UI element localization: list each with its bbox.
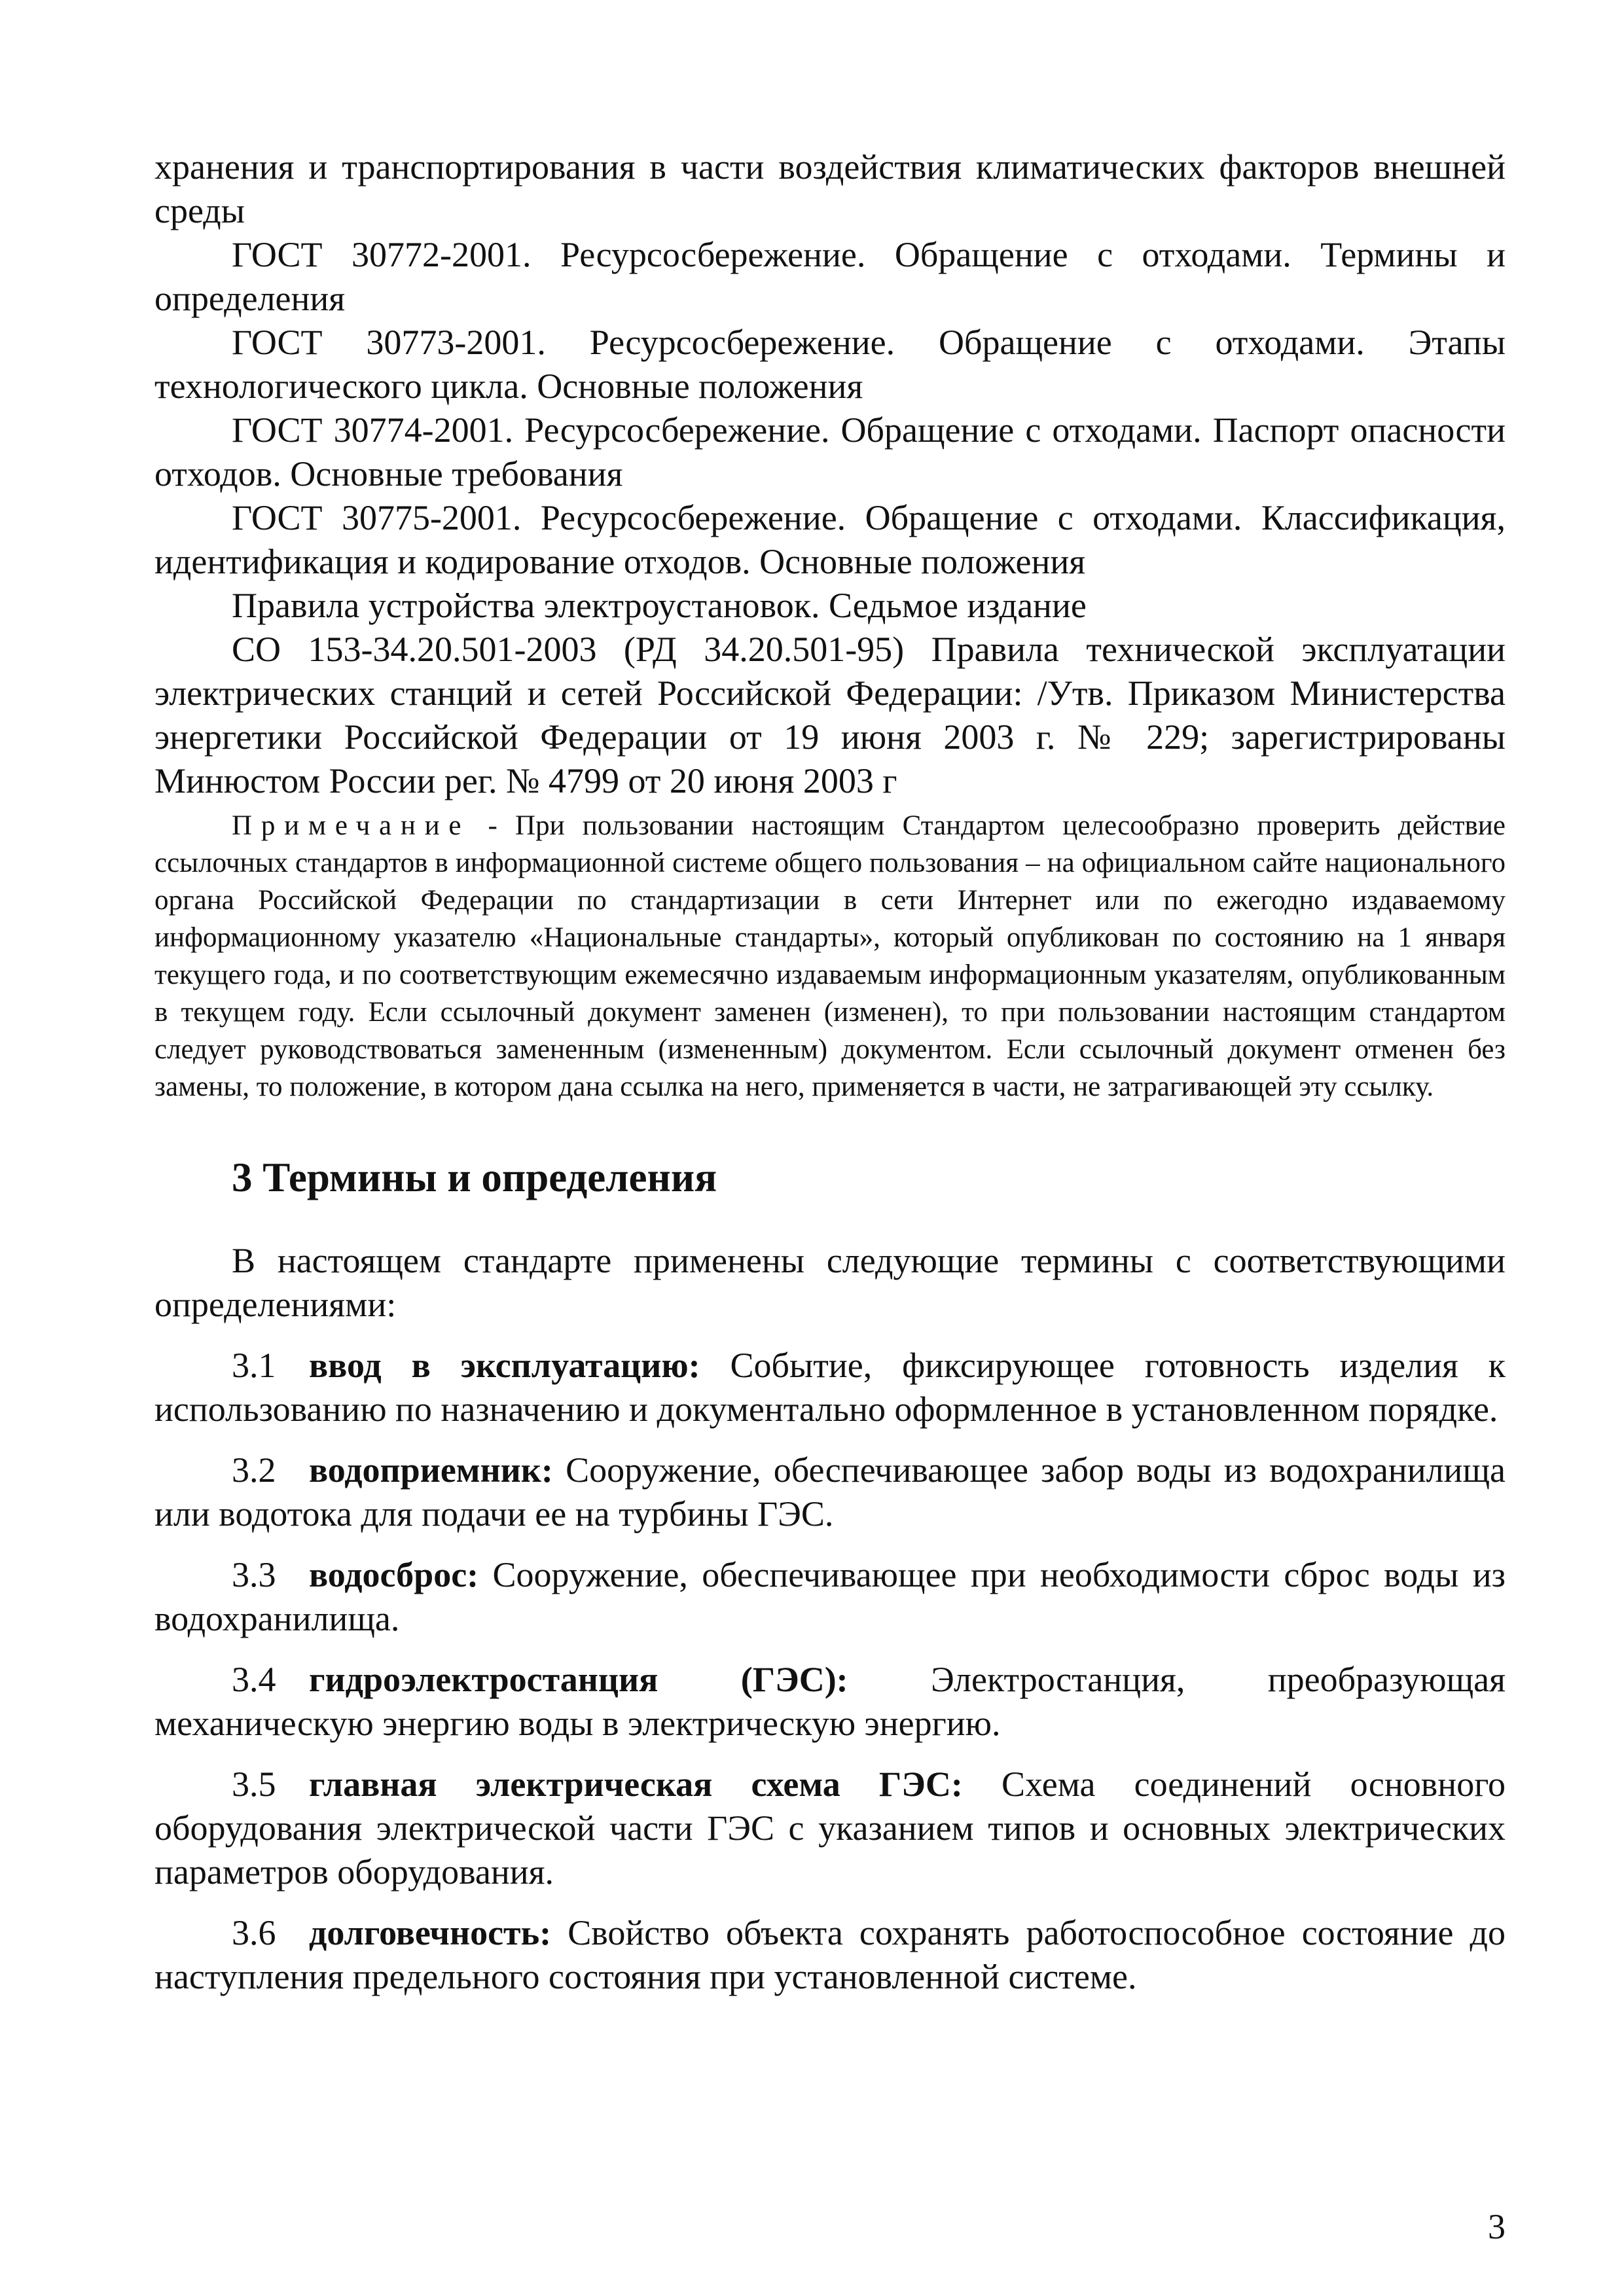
reference-item: СО 153-34.20.501-2003 (РД 34.20.501-95) Правила технической эксплуатации электрических станций и сетей Российской Федерации: /Утв. Приказом Министерства энергетики Российской Федерации от 19 июня 2003 г. № 229; зарегистрированы Минюстом России рег. № 4799 от 20 июня 2003 г: [154, 630, 1506, 800]
definition-number: 3.3: [232, 1555, 276, 1594]
definition-item: [154, 1448, 1506, 1536]
reference-item: ГОСТ 30773-2001. Ресурсосбережение. Обращение с отходами. Этапы технологического цикла. Основные положения: [154, 323, 1506, 406]
definition-term: гидроэлектростанция (ГЭС):: [309, 1660, 848, 1699]
definition-number: 3.2: [232, 1450, 276, 1490]
definition-text: Электростанция, преобразующая механическую энергию воды в электрическую энергию.: [154, 1660, 1506, 1743]
reference-item: хранения и транспортирования в части воздействия климатических факторов внешней среды: [154, 147, 1506, 230]
note-paragraph: [154, 807, 1506, 1105]
definition-term: долговечность:: [309, 1913, 552, 1952]
definition-text: Сооружение, обеспечивающее забор воды из водохранилища или водотока для подачи ее на турбины ГЭС.: [154, 1450, 1506, 1534]
definition-item: [154, 1763, 1506, 1894]
note-label: Примечание: [232, 810, 471, 841]
definition-term: водосброс:: [309, 1555, 479, 1594]
definition-item: [154, 1344, 1506, 1431]
definition-text: Сооружение, обеспечивающее при необходимости сброс воды из водохранилища.: [154, 1555, 1506, 1638]
definition-number: 3.6: [232, 1913, 276, 1952]
definition-item: [154, 1658, 1506, 1746]
reference-item: Правила устройства электроустановок. Седьмое издание: [232, 586, 1087, 625]
reference-item: ГОСТ 30774-2001. Ресурсосбережение. Обращение с отходами. Паспорт опасности отходов. Основные требования: [154, 410, 1506, 493]
definition-term: ввод в эксплуатацию:: [309, 1346, 700, 1385]
reference-item: ГОСТ 30772-2001. Ресурсосбережение. Обращение с отходами. Термины и определения: [154, 235, 1506, 318]
definition-item: [154, 1911, 1506, 1999]
definition-text: Схема соединений основного оборудования электрической части ГЭС с указанием типов и основных электрических параметров оборудования.: [154, 1765, 1506, 1892]
reference-item: ГОСТ 30775-2001. Ресурсосбережение. Обращение с отходами. Классификация, идентификация и кодирование отходов. Основные положения: [154, 498, 1506, 581]
definition-text: Свойство объекта сохранять работоспособное состояние до наступления предельного состояния при установленной системе.: [154, 1913, 1506, 1996]
page-content: [154, 145, 1506, 2016]
definition-number: 3.4: [232, 1660, 276, 1699]
note-text: - При пользовании настоящим Стандартом целесообразно проверить действие ссылочных стандартов в информационной системе общего пользования – на официальном сайте национального органа Российской Федерации по стандартизации в сети Интернет или по ежегодно издаваемому информационному указателю «Национальные стандарты», который опубликован по состоянию на 1 января текущего года, и по соответствующим ежемесячно издаваемым информационным указателям, опубликованным в текущем году. Если ссылочный документ заменен (изменен), то при пользовании настоящим стандартом следует руководствоваться замененным (измененным) документом. Если ссылочный документ отменен без замены, то положение, в котором дана ссылка на него, применяется в части, не затрагивающей эту ссылку.: [154, 810, 1506, 1102]
page-number: 3: [1488, 2207, 1506, 2246]
definition-term: главная электрическая схема ГЭС:: [309, 1765, 963, 1804]
section-heading: 3 Термины и определения: [232, 1155, 717, 1200]
definition-number: 3.5: [232, 1765, 276, 1804]
section-intro: В настоящем стандарте применены следующие термины с соответствующими определениями:: [154, 1241, 1506, 1324]
definition-term: водоприемник:: [309, 1450, 553, 1490]
definition-number: 3.1: [232, 1346, 276, 1385]
definition-text: Событие, фиксирующее готовность изделия к использованию по назначению и документально оформленное в установленном порядке.: [154, 1346, 1506, 1429]
definition-item: [154, 1553, 1506, 1641]
